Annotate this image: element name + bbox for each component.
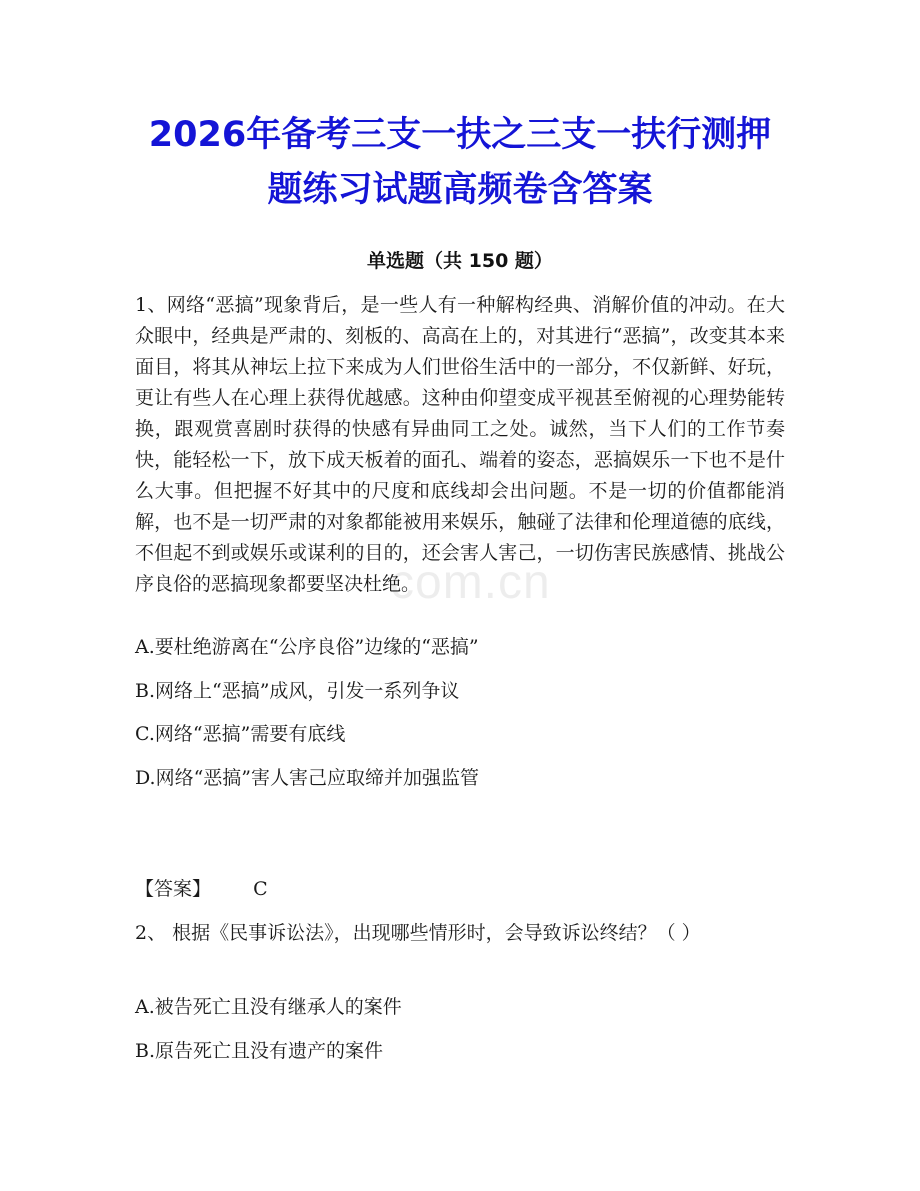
- question-1-option-a: A.要杜绝游离在“公序良俗”边缘的“恶搞”: [135, 636, 479, 658]
- answer-value: C: [253, 878, 268, 900]
- document-title: [120, 108, 800, 218]
- question-2-text: 2、 根据《民事诉讼法》，出现哪些情形时，会导致诉讼终结？（ ）: [135, 922, 701, 944]
- answer-label: 【答案】: [135, 878, 212, 900]
- title-line-2: 题练习试题高频卷含答案: [267, 170, 653, 210]
- question-1-option-d: D.网络“恶搞”害人害己应取缔并加强监管: [135, 767, 480, 789]
- section-heading: 单选题（共 150 题）: [367, 250, 553, 272]
- question-1-text: 1、网络“恶搞”现象背后，是一些人有一种解构经典、消解价值的冲动。在大众眼中，经典是严肃的、刻板的、高高在上的，对其进行“恶搞”，改变其本来面目，将其从神坛上拉下来成为人们世俗生活中的一部分，不仅新鲜、好玩，更让有些人在心理上获得优越感。这种由仰望变成平视甚至俯视的心理势能转换，跟观赏喜剧时获得的快感有异曲同工之处。诚然，当下人们的工作节奏快，能轻松一下，放下成天板着的面孔、端着的姿态，恶搞娱乐一下也不是什么大事。但把握不好其中的尺度和底线却会出问题。不是一切的价值都能消解，也不是一切严肃的对象都能被用来娱乐，触碰了法律和伦理道德的底线，不但起不到或娱乐或谋利的目的，还会害人害己，一切伤害民族感情、挑战公序良俗的恶搞现象都要坚决杜绝。: [135, 294, 785, 595]
- title-line-1: 2026年备考三支一扶之三支一扶行测押: [148, 115, 772, 155]
- question-2-option-b: B.原告死亡且没有遗产的案件: [135, 1040, 384, 1062]
- watermark: com.cn: [390, 556, 551, 609]
- question-1-option-b: B.网络上“恶搞”成风，引发一系列争议: [135, 680, 460, 702]
- question-2-option-a: A.被告死亡且没有继承人的案件: [135, 996, 402, 1018]
- question-1-answer: [135, 875, 268, 903]
- question-1-option-c: C.网络“恶搞”需要有底线: [135, 723, 346, 745]
